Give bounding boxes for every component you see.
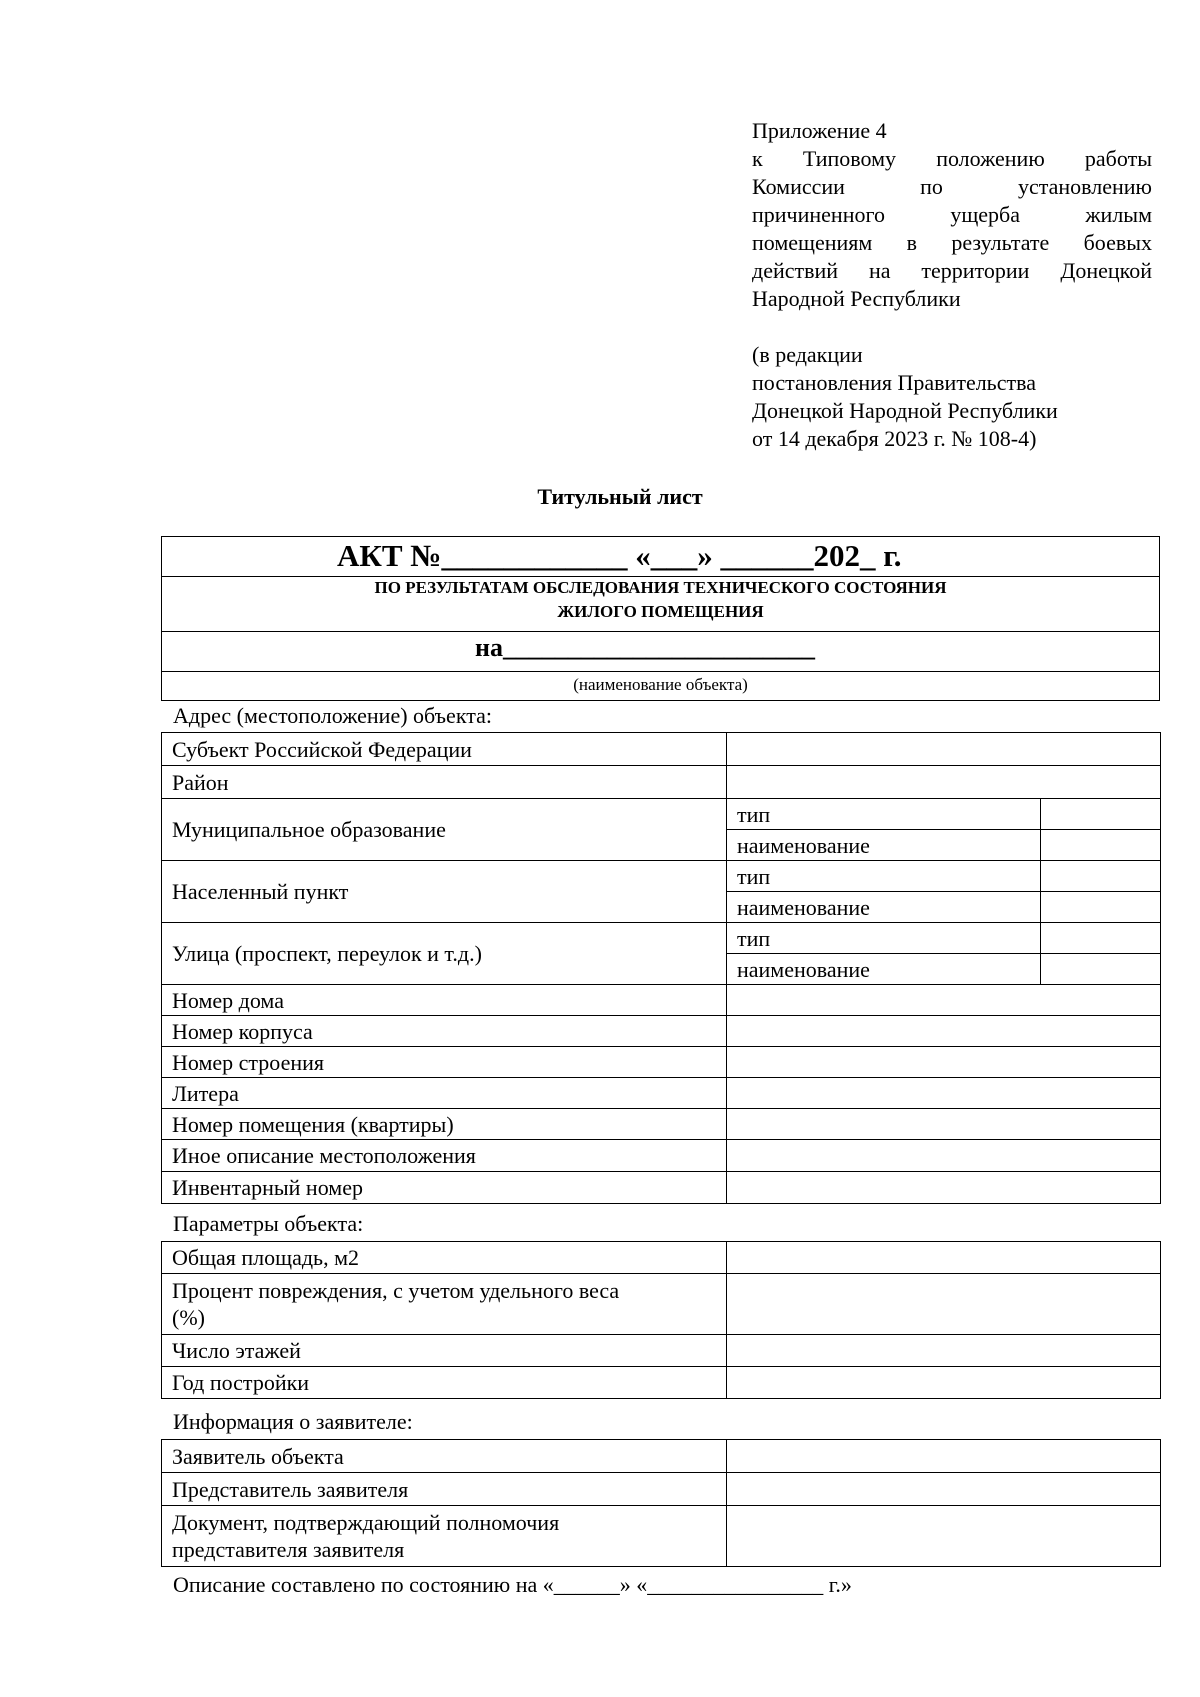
row-label: Номер помещения (квартиры) — [162, 1109, 727, 1140]
row-label — [162, 1274, 727, 1335]
edition-line: (в редакции — [752, 342, 863, 367]
value-cell[interactable] — [727, 1335, 1161, 1367]
row-label: Район — [162, 766, 727, 799]
table-row — [162, 1274, 1161, 1335]
table-row — [162, 861, 1161, 892]
value-cell[interactable] — [727, 1078, 1161, 1109]
object-name-hint: (наименование объекта) — [161, 671, 1160, 701]
act-subtitle-line: ЖИЛОГО ПОМЕЩЕНИЯ — [557, 602, 764, 621]
row-label: Номер корпуса — [162, 1016, 727, 1047]
params-table — [161, 1241, 1161, 1399]
value-cell[interactable] — [1041, 830, 1161, 861]
address-table — [161, 732, 1161, 1204]
value-cell[interactable] — [1041, 923, 1161, 954]
value-cell[interactable] — [727, 1367, 1161, 1399]
object-name-box — [161, 631, 1160, 672]
value-cell[interactable] — [727, 1109, 1161, 1140]
table-row — [162, 1367, 1161, 1399]
appendix-line: помещениям в результате боевых — [752, 230, 1152, 255]
value-cell[interactable] — [727, 1242, 1161, 1274]
act-number-box — [161, 536, 1160, 577]
row-label: Номер дома — [162, 985, 727, 1016]
row-label: Число этажей — [162, 1335, 727, 1367]
type-label: тип — [727, 799, 1041, 830]
row-label-line: Процент повреждения, с учетом удельного веса — [172, 1278, 620, 1303]
table-row — [162, 923, 1161, 954]
params-section-label: Параметры объекта: — [173, 1211, 364, 1236]
appendix-title: Приложение 4 — [752, 118, 887, 143]
table-row — [162, 1335, 1161, 1367]
value-cell[interactable] — [727, 1440, 1161, 1473]
appendix-line: к Типовому положению работы — [752, 146, 1152, 171]
object-name-line: на________________________ — [475, 633, 815, 662]
act-number-line: АКТ №____________ «___» ______202_ г. — [337, 538, 902, 573]
edition-line: Донецкой Народной Республики — [752, 398, 1058, 423]
row-label: Населенный пункт — [162, 861, 727, 923]
table-row — [162, 1473, 1161, 1506]
type-label: тип — [727, 923, 1041, 954]
row-label: Представитель заявителя — [162, 1473, 727, 1506]
table-row — [162, 766, 1161, 799]
table-row — [162, 985, 1161, 1016]
value-cell[interactable] — [1041, 799, 1161, 830]
applicant-section-label: Информация о заявителе: — [173, 1409, 413, 1434]
table-row — [162, 1140, 1161, 1172]
value-cell[interactable] — [727, 1047, 1161, 1078]
row-label: Общая площадь, м2 — [162, 1242, 727, 1274]
row-label-line: (%) — [172, 1305, 205, 1330]
applicant-table — [161, 1439, 1161, 1567]
row-label: Иное описание местоположения — [162, 1140, 727, 1172]
row-label: Улица (проспект, переулок и т.д.) — [162, 923, 727, 985]
table-row — [162, 733, 1161, 766]
table-row — [162, 1242, 1161, 1274]
value-cell[interactable] — [727, 1506, 1161, 1567]
table-row — [162, 1016, 1161, 1047]
act-subtitle-box — [161, 576, 1160, 632]
table-row — [162, 1047, 1161, 1078]
row-label: Субъект Российской Федерации — [162, 733, 727, 766]
value-cell[interactable] — [727, 766, 1161, 799]
row-label: Заявитель объекта — [162, 1440, 727, 1473]
value-cell[interactable] — [1041, 861, 1161, 892]
row-label-line: представителя заявителя — [172, 1537, 405, 1562]
table-row — [162, 1078, 1161, 1109]
appendix-line: Народной Республики — [752, 286, 961, 311]
appendix-block — [752, 117, 1152, 453]
row-label — [162, 1506, 727, 1567]
row-label: Инвентарный номер — [162, 1172, 727, 1204]
value-cell[interactable] — [727, 985, 1161, 1016]
row-label-line: Документ, подтверждающий полномочия — [172, 1510, 560, 1535]
value-cell[interactable] — [727, 1016, 1161, 1047]
appendix-line: причиненного ущерба жилым — [752, 202, 1152, 227]
row-label: Год постройки — [162, 1367, 727, 1399]
name-label: наименование — [727, 954, 1041, 985]
table-row — [162, 1172, 1161, 1204]
row-label: Номер строения — [162, 1047, 727, 1078]
value-cell[interactable] — [1041, 892, 1161, 923]
page-title: Титульный лист — [537, 484, 703, 509]
value-cell[interactable] — [727, 1140, 1161, 1172]
name-label: наименование — [727, 830, 1041, 861]
appendix-line: действий на территории Донецкой — [752, 258, 1152, 283]
edition-line: постановления Правительства — [752, 370, 1036, 395]
value-cell[interactable] — [727, 733, 1161, 766]
row-label: Муниципальное образование — [162, 799, 727, 861]
act-subtitle-line: ПО РЕЗУЛЬТАТАМ ОБСЛЕДОВАНИЯ ТЕХНИЧЕСКОГО СОСТОЯНИЯ — [374, 578, 947, 597]
table-row — [162, 1506, 1161, 1567]
table-row — [162, 1440, 1161, 1473]
appendix-line: Комиссии по установлению — [752, 174, 1152, 199]
table-row — [162, 799, 1161, 830]
value-cell[interactable] — [727, 1274, 1161, 1335]
table-row — [162, 1109, 1161, 1140]
value-cell[interactable] — [727, 1473, 1161, 1506]
footer-line: Описание составлено по состоянию на «______» «________________ г.» — [173, 1572, 852, 1597]
value-cell[interactable] — [1041, 954, 1161, 985]
edition-line: от 14 декабря 2023 г. № 108-4) — [752, 426, 1037, 451]
name-label: наименование — [727, 892, 1041, 923]
row-label: Литера — [162, 1078, 727, 1109]
value-cell[interactable] — [727, 1172, 1161, 1204]
type-label: тип — [727, 861, 1041, 892]
address-section-label: Адрес (местоположение) объекта: — [173, 703, 492, 728]
